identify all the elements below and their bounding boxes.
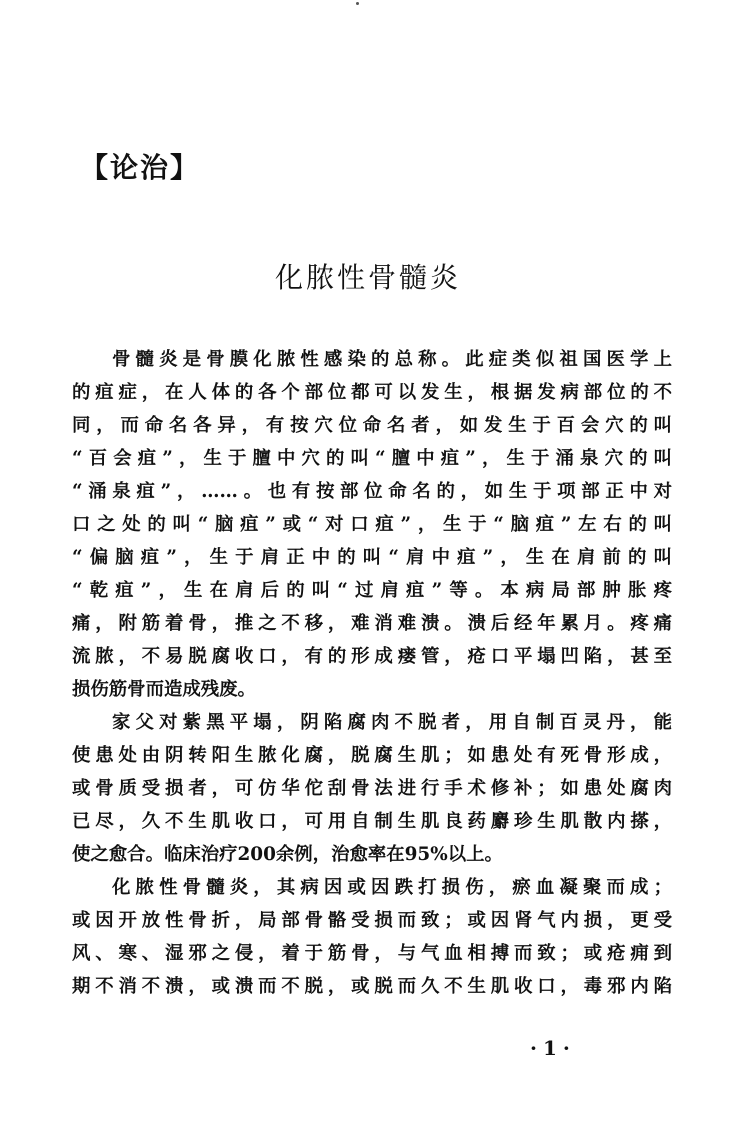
page-number: ·1·	[530, 1036, 576, 1060]
text-line: 使患处由阴转阳生脓化腐，脱腐生肌；如患处有死骨形成，	[72, 745, 672, 766]
section-heading: 【论治】	[80, 151, 201, 184]
text-line: “乾疽”，生在肩后的叫“过肩疽”等。本病局部肿胀疼	[72, 580, 672, 601]
text-line: 的疽症，在人体的各个部位都可以发生，根据发病部位的不	[72, 382, 672, 403]
text-line: 已尽，久不生肌收口，可用自制生肌良药麝珍生肌散内搽，	[72, 811, 672, 832]
text-line: 同，而命名各异，有按穴位命名者，如发生于百会穴的叫	[72, 415, 672, 436]
text-line: 使之愈合。临床治疗200余例，治愈率在95%以上。	[72, 844, 503, 865]
text-line: 化脓性骨髓炎，其病因或因跌打损伤，瘀血凝聚而成；	[112, 877, 672, 898]
text-line: 期不消不溃，或溃而不脱，或脱而久不生肌收口，毒邪内陷	[72, 976, 672, 997]
text-line: 口之处的叫“脑疽”或“对口疽”，生于“脑疽”左右的叫	[72, 514, 672, 535]
text-line: “百会疽”，生于膻中穴的叫“膻中疽”，生于涌泉穴的叫	[72, 448, 672, 469]
text-line: 损伤筋骨而造成残废。	[72, 679, 256, 700]
text-line: 风、寒、湿邪之侵，着于筋骨，与气血相搏而致；或疮痈到	[72, 943, 672, 964]
text-line: “涌泉疽”，……。也有按部位命名的，如生于项部正中对	[72, 481, 672, 502]
text-line: 家父对紫黑平塌，阴陷腐肉不脱者，用自制百灵丹，能	[112, 712, 672, 733]
text-line: 骨髓炎是骨膜化脓性感染的总称。此症类似祖国医学上	[112, 349, 672, 370]
text-line: “偏脑疽”，生于肩正中的叫“肩中疽”，生在肩前的叫	[72, 547, 672, 568]
body-text	[72, 343, 672, 1003]
text-line: 流脓，不易脱腐收口，有的形成瘘管，疮口平塌凹陷，甚至	[72, 646, 672, 667]
text-line: 或因开放性骨折，局部骨骼受损而致；或因肾气内损，更受	[72, 910, 672, 931]
text-line: 痛，附筋着骨，推之不移，难消难溃。溃后经年累月。疼痛	[72, 613, 672, 634]
print-mark	[356, 2, 359, 5]
text-line: 或骨质受损者，可仿华佗刮骨法进行手术修补；如患处腐肉	[72, 778, 672, 799]
article-title: 化脓性骨髓炎	[274, 261, 461, 294]
